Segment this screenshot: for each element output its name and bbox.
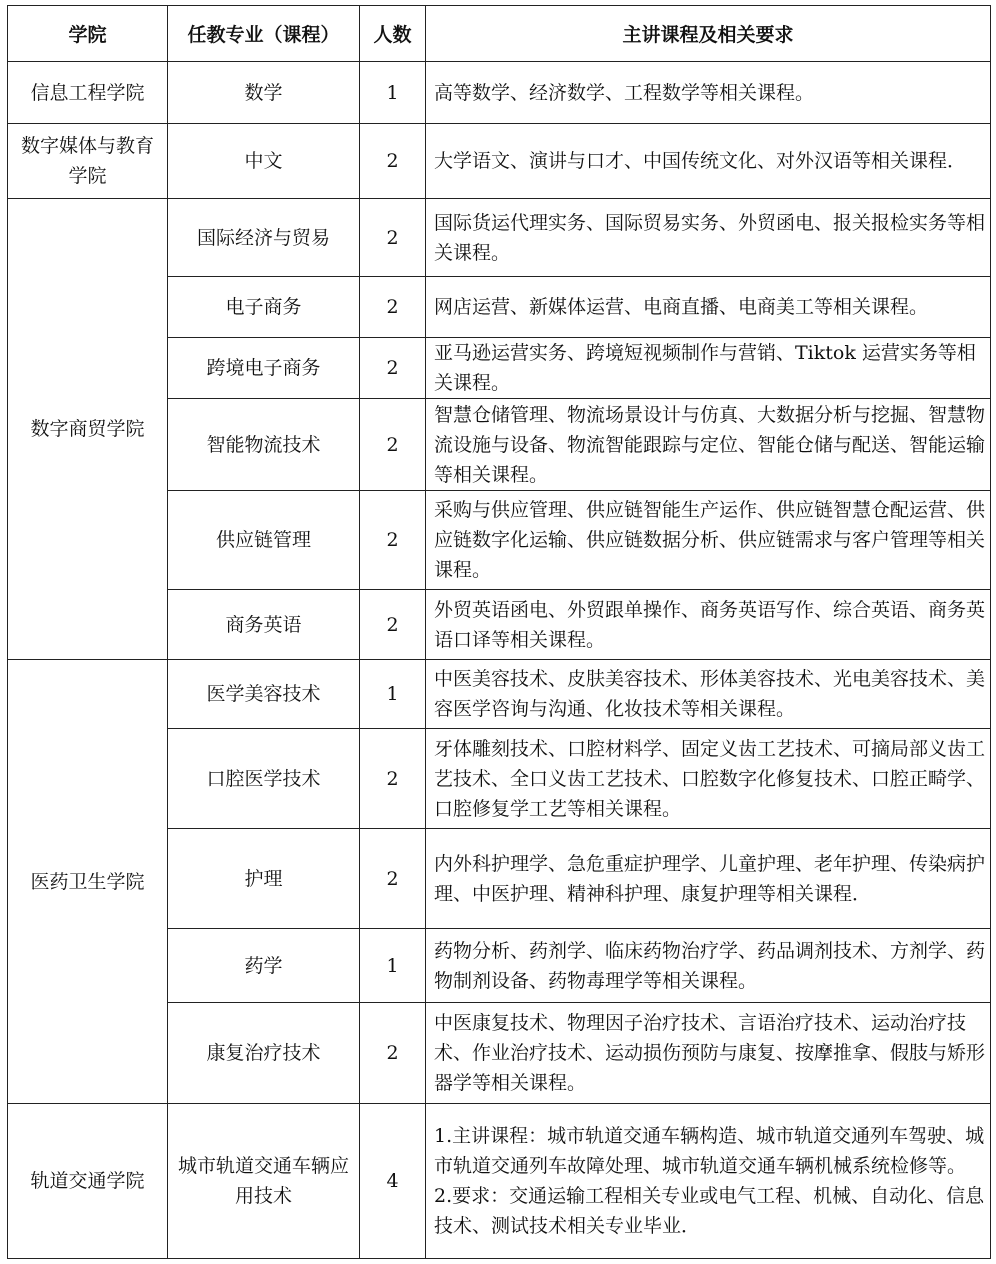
major-cell: 口腔医学技术 (168, 729, 360, 829)
recruitment-table (7, 5, 991, 1259)
count-cell: 2 (360, 729, 426, 829)
major-cell: 康复治疗技术 (168, 1003, 360, 1104)
college-cell: 信息工程学院 (8, 62, 168, 124)
count-cell: 2 (360, 199, 426, 277)
major-cell: 城市轨道交通车辆应用技术 (168, 1104, 360, 1259)
desc-cell: 智慧仓储管理、物流场景设计与仿真、大数据分析与挖掘、智慧物流设施与设备、物流智能跟踪与定位、智能仓储与配送、智能运输等相关课程。 (426, 399, 991, 491)
header-requirements: 主讲课程及相关要求 (426, 6, 991, 62)
desc-cell: 内外科护理学、急危重症护理学、儿童护理、老年护理、传染病护理、中医护理、精神科护理、康复护理等相关课程． (426, 829, 991, 929)
desc-cell: 采购与供应管理、供应链智能生产运作、供应链智慧仓配运营、供应链数字化运输、供应链数据分析、供应链需求与客户管理等相关课程。 (426, 491, 991, 590)
count-cell: 2 (360, 491, 426, 590)
count-cell: 2 (360, 590, 426, 660)
desc-cell: 国际货运代理实务、国际贸易实务、外贸函电、报关报检实务等相关课程。 (426, 199, 991, 277)
college-cell: 数字商贸学院 (8, 199, 168, 660)
desc-cell: 牙体雕刻技术、口腔材料学、固定义齿工艺技术、可摘局部义齿工艺技术、全口义齿工艺技术、口腔数字化修复技术、口腔正畸学、口腔修复学工艺等相关课程。 (426, 729, 991, 829)
header-college: 学院 (8, 6, 168, 62)
header-row (8, 6, 991, 62)
count-cell: 1 (360, 660, 426, 729)
major-cell: 商务英语 (168, 590, 360, 660)
major-cell: 跨境电子商务 (168, 338, 360, 399)
count-cell: 4 (360, 1104, 426, 1259)
count-cell: 2 (360, 338, 426, 399)
major-cell: 护理 (168, 829, 360, 929)
major-cell: 药学 (168, 929, 360, 1003)
major-cell: 供应链管理 (168, 491, 360, 590)
count-cell: 2 (360, 277, 426, 338)
desc-cell (426, 1104, 991, 1259)
major-cell: 智能物流技术 (168, 399, 360, 491)
major-cell: 数学 (168, 62, 360, 124)
table-row (8, 1104, 991, 1259)
count-cell: 1 (360, 62, 426, 124)
desc-cell: 亚马逊运营实务、跨境短视频制作与营销、Tiktok 运营实务等相关课程。 (426, 338, 991, 399)
college-cell: 数字媒体与教育学院 (8, 124, 168, 199)
desc-cell: 大学语文、演讲与口才、中国传统文化、对外汉语等相关课程． (426, 124, 991, 199)
desc-cell: 外贸英语函电、外贸跟单操作、商务英语写作、综合英语、商务英语口译等相关课程。 (426, 590, 991, 660)
college-cell: 轨道交通学院 (8, 1104, 168, 1259)
desc-cell: 高等数学、经济数学、工程数学等相关课程。 (426, 62, 991, 124)
desc-line-requirements: 2.要求：交通运输工程相关专业或电气工程、机械、自动化、信息技术、测试技术相关专业毕业． (434, 1185, 985, 1237)
count-cell: 1 (360, 929, 426, 1003)
desc-cell: 药物分析、药剂学、临床药物治疗学、药品调剂技术、方剂学、药物制剂设备、药物毒理学等相关课程。 (426, 929, 991, 1003)
major-cell: 国际经济与贸易 (168, 199, 360, 277)
desc-cell: 网店运营、新媒体运营、电商直播、电商美工等相关课程。 (426, 277, 991, 338)
count-cell: 2 (360, 399, 426, 491)
desc-cell: 中医美容技术、皮肤美容技术、形体美容技术、光电美容技术、美容医学咨询与沟通、化妆技术等相关课程。 (426, 660, 991, 729)
table-row (8, 199, 991, 277)
major-cell: 电子商务 (168, 277, 360, 338)
college-cell: 医药卫生学院 (8, 660, 168, 1104)
table-row (8, 124, 991, 199)
count-cell: 2 (360, 829, 426, 929)
major-cell: 医学美容技术 (168, 660, 360, 729)
count-cell: 2 (360, 124, 426, 199)
header-major: 任教专业（课程） (168, 6, 360, 62)
table-row (8, 62, 991, 124)
header-count: 人数 (360, 6, 426, 62)
count-cell: 2 (360, 1003, 426, 1104)
desc-line-courses: 1.主讲课程：城市轨道交通车辆构造、城市轨道交通列车驾驶、城市轨道交通列车故障处理、城市轨道交通车辆机械系统检修等。 (434, 1125, 985, 1177)
table-row (8, 660, 991, 729)
desc-cell: 中医康复技术、物理因子治疗技术、言语治疗技术、运动治疗技术、作业治疗技术、运动损伤预防与康复、按摩推拿、假肢与矫形器学等相关课程。 (426, 1003, 991, 1104)
major-cell: 中文 (168, 124, 360, 199)
